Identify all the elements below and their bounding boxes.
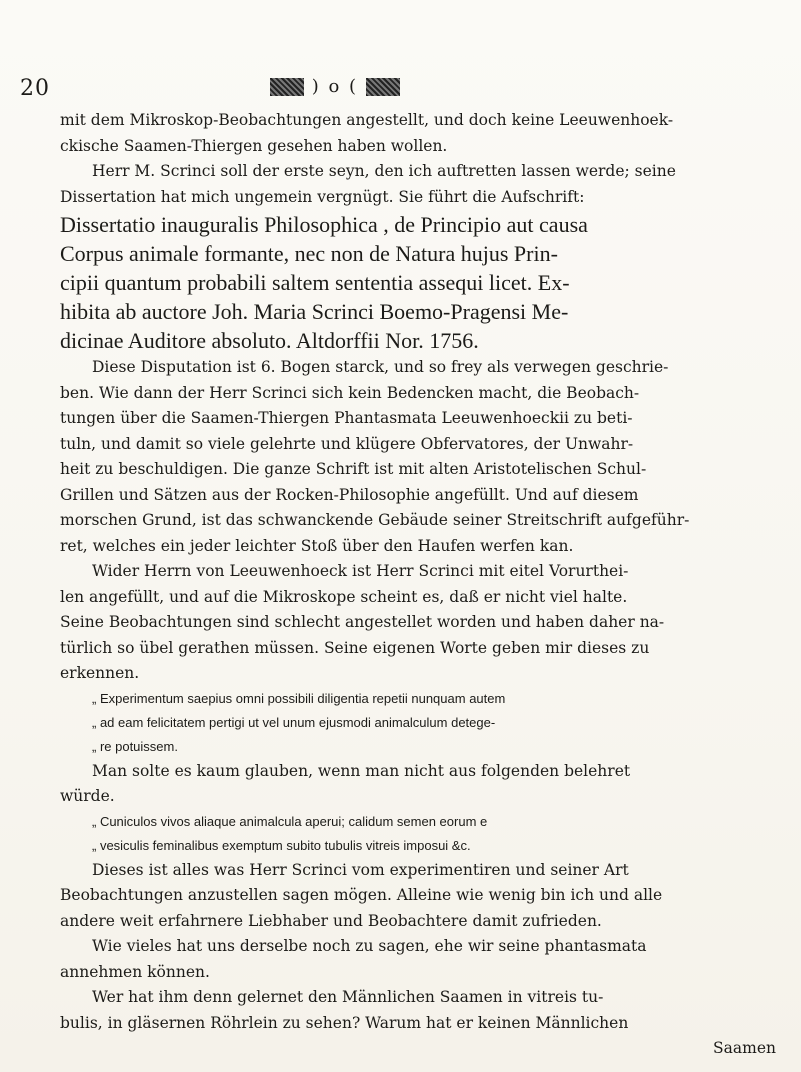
text-line: mit dem Mikroskop-Beobachtungen angestellt, und doch keine Leeuwenhoek- [60,111,674,129]
text-line: Corpus animale formante, nec non de Natura hujus Prin- [60,241,558,266]
text-line: ckische Saamen-Thiergen gesehen haben wollen. [60,136,448,155]
ornament-block-right-icon [366,78,400,96]
text-line: ret, welches ein jeder leichter Stoß über den Haufen werfen kan. [60,536,574,555]
text-line: ben. Wie dann der Herr Scrinci sich kein Bedencken macht, die Beobach- [60,383,640,402]
text-line: türlich so übel gerathen müssen. Seine eigenen Worte geben mir dieses zu [60,638,650,657]
text-line: Wie vieles hat uns derselbe noch zu sagen, ehe wir seine phantasmata [92,937,647,955]
text-line: Dieses ist alles was Herr Scrinci vom experimentiren und seiner Art [92,860,629,879]
page-number: 20 [20,76,50,101]
text-line: bulis, in gläsernen Röhrlein zu sehen? Warum hat er keinen Männlichen [60,1013,629,1032]
text-line: hibita ab auctore Joh. Maria Scrinci Boemo-Pragensi Me- [60,299,569,324]
text-line: Wider Herrn von Leeuwenhoeck ist Herr Scrinci mit eitel Vorurthei- [92,562,629,580]
text-line: Herr M. Scrinci soll der erste seyn, den ich auftretten lassen werde; seine [92,162,676,180]
text-line: len angefüllt, und auf die Mikroskope scheint es, daß er nicht viel halte. [60,587,628,606]
text-line: tungen über die Saamen-Thiergen Phantasmata Leeuwenhoeckii zu beti- [60,409,633,427]
text-line: würde. [60,787,115,805]
text-line: „ re potuissem. [92,738,178,754]
text-line: Seine Beobachtungen sind schlecht angestellet worden und haben daher na- [60,613,665,631]
text-line: „ Experimentum saepius omni possibili diligentia repetii nunquam autem [92,690,506,706]
text-line: morschen Grund, ist das schwanckende Gebäude seiner Streitschrift aufgeführ- [60,511,690,529]
text-line: Wer hat ihm denn gelernet den Männlichen Saamen in vitreis tu- [92,988,604,1006]
text-line: Beobachtungen anzustellen sagen mögen. Alleine wie wenig bin ich und alle [60,886,663,904]
text-line: Diese Disputation ist 6. Bogen starck, und so frey als verwegen geschrie- [92,358,669,376]
ornament-block-left-icon [270,78,304,96]
text-line: tuln, und damit so viele gelehrte und klügere Obfervatores, der Unwahr- [60,434,634,453]
text-line: annehmen können. [60,962,210,981]
text-line: andere weit erfahrnere Liebhaber und Beobachtere damit zufrieden. [60,911,602,930]
ornament-text: ) o ( [311,76,359,97]
body-text [60,108,788,1062]
header-ornament [270,76,400,97]
text-line: Dissertation hat mich ungemein vergnügt. Sie führt die Aufschrift: [60,187,585,206]
page-header [20,76,780,104]
text-line: erkennen. [60,664,140,682]
text-line: Dissertatio inauguralis Philosophica , de Principio aut causa [60,212,588,237]
text-line: „ ad eam felicitatem pertigi ut vel unum ejusmodi animalculum detege- [92,714,496,730]
text-line: cipii quantum probabili saltem sententia assequi licet. Ex- [60,270,570,295]
text-line: Man solte es kaum glauben, wenn man nicht aus folgenden belehret [92,761,631,780]
text-line: Grillen und Sätzen aus der Rocken-Philosophie angefüllt. Und auf diesem [60,485,639,504]
text-line: dicinae Auditore absoluto. Altdorffii Nor. 1756. [60,328,479,353]
text-line: „ vesiculis feminalibus exemptum subito tubulis vitreis imposui &c. [92,837,471,853]
text-line: Saamen [713,1039,776,1057]
text-line: „ Cuniculos vivos aliaque animalcula aperui; calidum semen eorum e [92,813,488,829]
text-line: heit zu beschuldigen. Die ganze Schrift ist mit alten Aristotelischen Schul- [60,460,647,478]
